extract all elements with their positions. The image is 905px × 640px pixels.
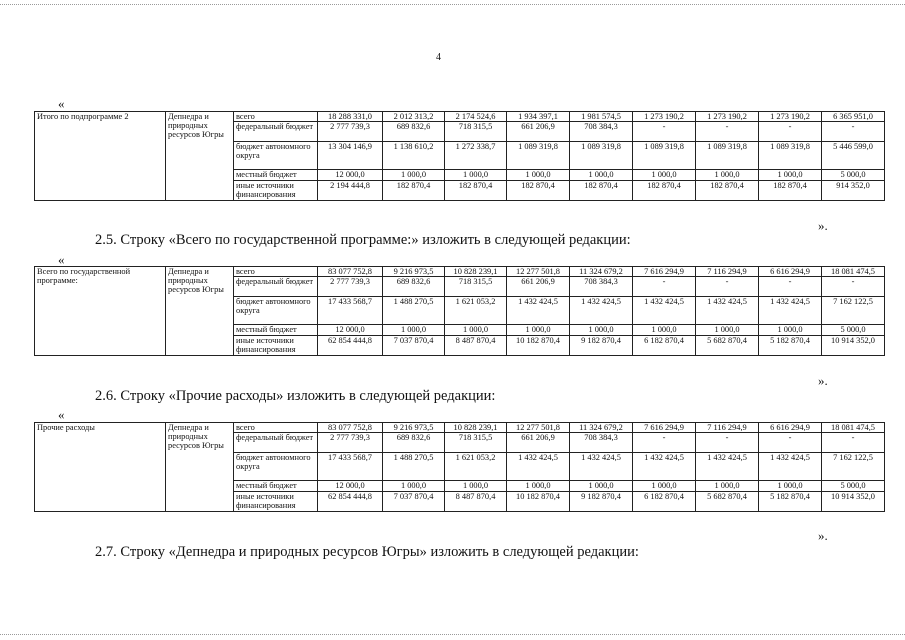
amount-cell: 1 621 053,2: [445, 297, 507, 325]
amount-cell: 11 324 679,2: [570, 423, 633, 433]
amount-cell: 18 081 474,5: [822, 267, 885, 277]
amount-cell: 1 432 424,5: [507, 453, 570, 481]
funding-source-cell: бюджет автономного округа: [234, 453, 318, 481]
amount-cell: 9 182 870,4: [570, 336, 633, 356]
amount-cell: 182 870,4: [759, 181, 822, 201]
amount-cell: 6 182 870,4: [633, 492, 696, 512]
amount-cell: 1 000,0: [445, 481, 507, 492]
amount-cell: 62 854 444,8: [318, 336, 383, 356]
amount-cell: 5 000,0: [822, 481, 885, 492]
row-label: Всего по государственной программе:: [35, 267, 166, 356]
amount-cell: 7 116 294,9: [696, 267, 759, 277]
amount-cell: 5 000,0: [822, 325, 885, 336]
amount-cell: 13 304 146,9: [318, 142, 383, 170]
amount-cell: 1 273 190,2: [633, 112, 696, 122]
amount-cell: 10 828 239,1: [445, 267, 507, 277]
amount-cell: 18 288 331,0: [318, 112, 383, 122]
amount-cell: 18 081 474,5: [822, 423, 885, 433]
budget-table-subprogram-2: [34, 111, 885, 201]
row-label: Прочие расходы: [35, 423, 166, 512]
table-row: [35, 423, 885, 433]
amount-cell: 708 384,3: [570, 277, 633, 297]
amount-cell: 7 616 294,9: [633, 423, 696, 433]
amount-cell: 6 616 294,9: [759, 423, 822, 433]
amount-cell: 12 000,0: [318, 481, 383, 492]
amount-cell: 2 174 524,6: [445, 112, 507, 122]
amount-cell: 1 000,0: [633, 325, 696, 336]
amount-cell: 2 777 739,3: [318, 122, 383, 142]
amount-cell: 2 194 444,8: [318, 181, 383, 201]
amount-cell: 1 089 319,8: [507, 142, 570, 170]
amount-cell: 1 432 424,5: [633, 453, 696, 481]
amount-cell: -: [696, 122, 759, 142]
amount-cell: 1 000,0: [507, 170, 570, 181]
amount-cell: 708 384,3: [570, 122, 633, 142]
funding-source-cell: местный бюджет: [234, 170, 318, 181]
executor-cell: Депнедра и природных ресурсов Югры: [166, 112, 234, 201]
funding-source-cell: иные источники финансирования: [234, 492, 318, 512]
amount-cell: 182 870,4: [445, 181, 507, 201]
amount-cell: 5 682 870,4: [696, 492, 759, 512]
amount-cell: 182 870,4: [507, 181, 570, 201]
table-row: [35, 267, 885, 277]
amount-cell: 12 000,0: [318, 325, 383, 336]
amount-cell: -: [633, 433, 696, 453]
amount-cell: 62 854 444,8: [318, 492, 383, 512]
amount-cell: 1 432 424,5: [507, 297, 570, 325]
amount-cell: -: [822, 277, 885, 297]
executor-cell: Депнедра и природных ресурсов Югры: [166, 267, 234, 356]
funding-source-cell: бюджет автономного округа: [234, 142, 318, 170]
amount-cell: 8 487 870,4: [445, 336, 507, 356]
amount-cell: 1 488 270,5: [383, 453, 445, 481]
funding-source-cell: иные источники финансирования: [234, 336, 318, 356]
amount-cell: 17 433 568,7: [318, 453, 383, 481]
amount-cell: 12 277 501,8: [507, 423, 570, 433]
opening-quote: «: [58, 252, 65, 267]
budget-table-program-total: [34, 266, 885, 356]
amount-cell: 182 870,4: [696, 181, 759, 201]
opening-quote: «: [58, 96, 65, 111]
funding-source-cell: местный бюджет: [234, 481, 318, 492]
budget-table-other-expenses: [34, 422, 885, 512]
amount-cell: 1 089 319,8: [633, 142, 696, 170]
funding-source-cell: всего: [234, 112, 318, 122]
amount-cell: 1 432 424,5: [570, 297, 633, 325]
amount-cell: 661 206,9: [507, 433, 570, 453]
amount-cell: 1 000,0: [445, 170, 507, 181]
amount-cell: 11 324 679,2: [570, 267, 633, 277]
amount-cell: 7 616 294,9: [633, 267, 696, 277]
amount-cell: 1 000,0: [633, 481, 696, 492]
amount-cell: 1 000,0: [383, 325, 445, 336]
amount-cell: 10 182 870,4: [507, 336, 570, 356]
amount-cell: 7 162 122,5: [822, 297, 885, 325]
amount-cell: 6 616 294,9: [759, 267, 822, 277]
amount-cell: 1 089 319,8: [696, 142, 759, 170]
amount-cell: -: [759, 433, 822, 453]
amount-cell: 7 116 294,9: [696, 423, 759, 433]
amount-cell: 7 037 870,4: [383, 336, 445, 356]
amount-cell: 1 000,0: [507, 481, 570, 492]
amount-cell: -: [759, 122, 822, 142]
page-number: 4: [436, 52, 441, 63]
amount-cell: 2 012 313,2: [383, 112, 445, 122]
amount-cell: 1 000,0: [633, 170, 696, 181]
amount-cell: 5 446 599,0: [822, 142, 885, 170]
amount-cell: -: [696, 277, 759, 297]
amount-cell: 1 000,0: [696, 170, 759, 181]
section-heading-2-5: 2.5. Строку «Всего по государственной программе:» изложить в следующей редакции:: [95, 232, 631, 248]
opening-quote: «: [58, 407, 65, 422]
amount-cell: 2 777 739,3: [318, 277, 383, 297]
funding-source-cell: местный бюджет: [234, 325, 318, 336]
amount-cell: 1 432 424,5: [570, 453, 633, 481]
closing-quote: ».: [818, 373, 828, 388]
closing-quote: ».: [818, 528, 828, 543]
amount-cell: 1 934 397,1: [507, 112, 570, 122]
amount-cell: 1 000,0: [570, 481, 633, 492]
amount-cell: 1 000,0: [383, 481, 445, 492]
amount-cell: 1 273 190,2: [696, 112, 759, 122]
amount-cell: 12 277 501,8: [507, 267, 570, 277]
amount-cell: 9 216 973,5: [383, 423, 445, 433]
amount-cell: 5 000,0: [822, 170, 885, 181]
amount-cell: 1 273 190,2: [759, 112, 822, 122]
amount-cell: 914 352,0: [822, 181, 885, 201]
amount-cell: 17 433 568,7: [318, 297, 383, 325]
amount-cell: 5 182 870,4: [759, 492, 822, 512]
amount-cell: 1 432 424,5: [759, 453, 822, 481]
amount-cell: 1 981 574,5: [570, 112, 633, 122]
funding-source-cell: бюджет автономного округа: [234, 297, 318, 325]
amount-cell: 10 828 239,1: [445, 423, 507, 433]
amount-cell: 7 162 122,5: [822, 453, 885, 481]
amount-cell: -: [822, 433, 885, 453]
amount-cell: 718 315,5: [445, 122, 507, 142]
amount-cell: 1 000,0: [383, 170, 445, 181]
amount-cell: 12 000,0: [318, 170, 383, 181]
funding-source-cell: федеральный бюджет: [234, 122, 318, 142]
amount-cell: 1 432 424,5: [633, 297, 696, 325]
amount-cell: 1 000,0: [696, 325, 759, 336]
funding-source-cell: всего: [234, 423, 318, 433]
amount-cell: 689 832,6: [383, 122, 445, 142]
amount-cell: 6 182 870,4: [633, 336, 696, 356]
row-label: Итого по подпрограмме 2: [35, 112, 166, 201]
amount-cell: 1 432 424,5: [696, 453, 759, 481]
amount-cell: 718 315,5: [445, 433, 507, 453]
amount-cell: 10 914 352,0: [822, 492, 885, 512]
amount-cell: -: [822, 122, 885, 142]
amount-cell: -: [633, 122, 696, 142]
amount-cell: 1 000,0: [570, 170, 633, 181]
amount-cell: 689 832,6: [383, 433, 445, 453]
amount-cell: 83 077 752,8: [318, 267, 383, 277]
amount-cell: 6 365 951,0: [822, 112, 885, 122]
amount-cell: -: [759, 277, 822, 297]
amount-cell: 1 138 610,2: [383, 142, 445, 170]
amount-cell: 182 870,4: [383, 181, 445, 201]
amount-cell: 182 870,4: [570, 181, 633, 201]
amount-cell: 718 315,5: [445, 277, 507, 297]
amount-cell: 661 206,9: [507, 122, 570, 142]
amount-cell: 10 182 870,4: [507, 492, 570, 512]
funding-source-cell: всего: [234, 267, 318, 277]
amount-cell: 1 000,0: [570, 325, 633, 336]
section-heading-2-6: 2.6. Строку «Прочие расходы» изложить в следующей редакции:: [95, 388, 496, 404]
amount-cell: 1 621 053,2: [445, 453, 507, 481]
amount-cell: 1 272 338,7: [445, 142, 507, 170]
funding-source-cell: федеральный бюджет: [234, 277, 318, 297]
scan-edge-bottom: [0, 634, 905, 636]
amount-cell: 1 432 424,5: [696, 297, 759, 325]
amount-cell: 182 870,4: [633, 181, 696, 201]
amount-cell: 7 037 870,4: [383, 492, 445, 512]
funding-source-cell: федеральный бюджет: [234, 433, 318, 453]
amount-cell: 708 384,3: [570, 433, 633, 453]
amount-cell: 1 000,0: [759, 481, 822, 492]
amount-cell: 1 000,0: [696, 481, 759, 492]
amount-cell: 8 487 870,4: [445, 492, 507, 512]
amount-cell: 1 000,0: [507, 325, 570, 336]
amount-cell: 1 000,0: [759, 170, 822, 181]
amount-cell: 1 432 424,5: [759, 297, 822, 325]
amount-cell: 661 206,9: [507, 277, 570, 297]
amount-cell: 1 000,0: [759, 325, 822, 336]
closing-quote: ».: [818, 218, 828, 233]
funding-source-cell: иные источники финансирования: [234, 181, 318, 201]
amount-cell: 83 077 752,8: [318, 423, 383, 433]
amount-cell: 9 182 870,4: [570, 492, 633, 512]
amount-cell: 5 682 870,4: [696, 336, 759, 356]
amount-cell: 689 832,6: [383, 277, 445, 297]
amount-cell: 5 182 870,4: [759, 336, 822, 356]
amount-cell: -: [696, 433, 759, 453]
amount-cell: 1 089 319,8: [570, 142, 633, 170]
section-heading-2-7: 2.7. Строку «Депнедра и природных ресурсов Югры» изложить в следующей редакции:: [95, 544, 639, 560]
amount-cell: 9 216 973,5: [383, 267, 445, 277]
amount-cell: 1 488 270,5: [383, 297, 445, 325]
amount-cell: 1 089 319,8: [759, 142, 822, 170]
amount-cell: -: [633, 277, 696, 297]
amount-cell: 2 777 739,3: [318, 433, 383, 453]
amount-cell: 1 000,0: [445, 325, 507, 336]
executor-cell: Депнедра и природных ресурсов Югры: [166, 423, 234, 512]
scan-edge-top: [0, 4, 905, 6]
table-row: [35, 112, 885, 122]
amount-cell: 10 914 352,0: [822, 336, 885, 356]
